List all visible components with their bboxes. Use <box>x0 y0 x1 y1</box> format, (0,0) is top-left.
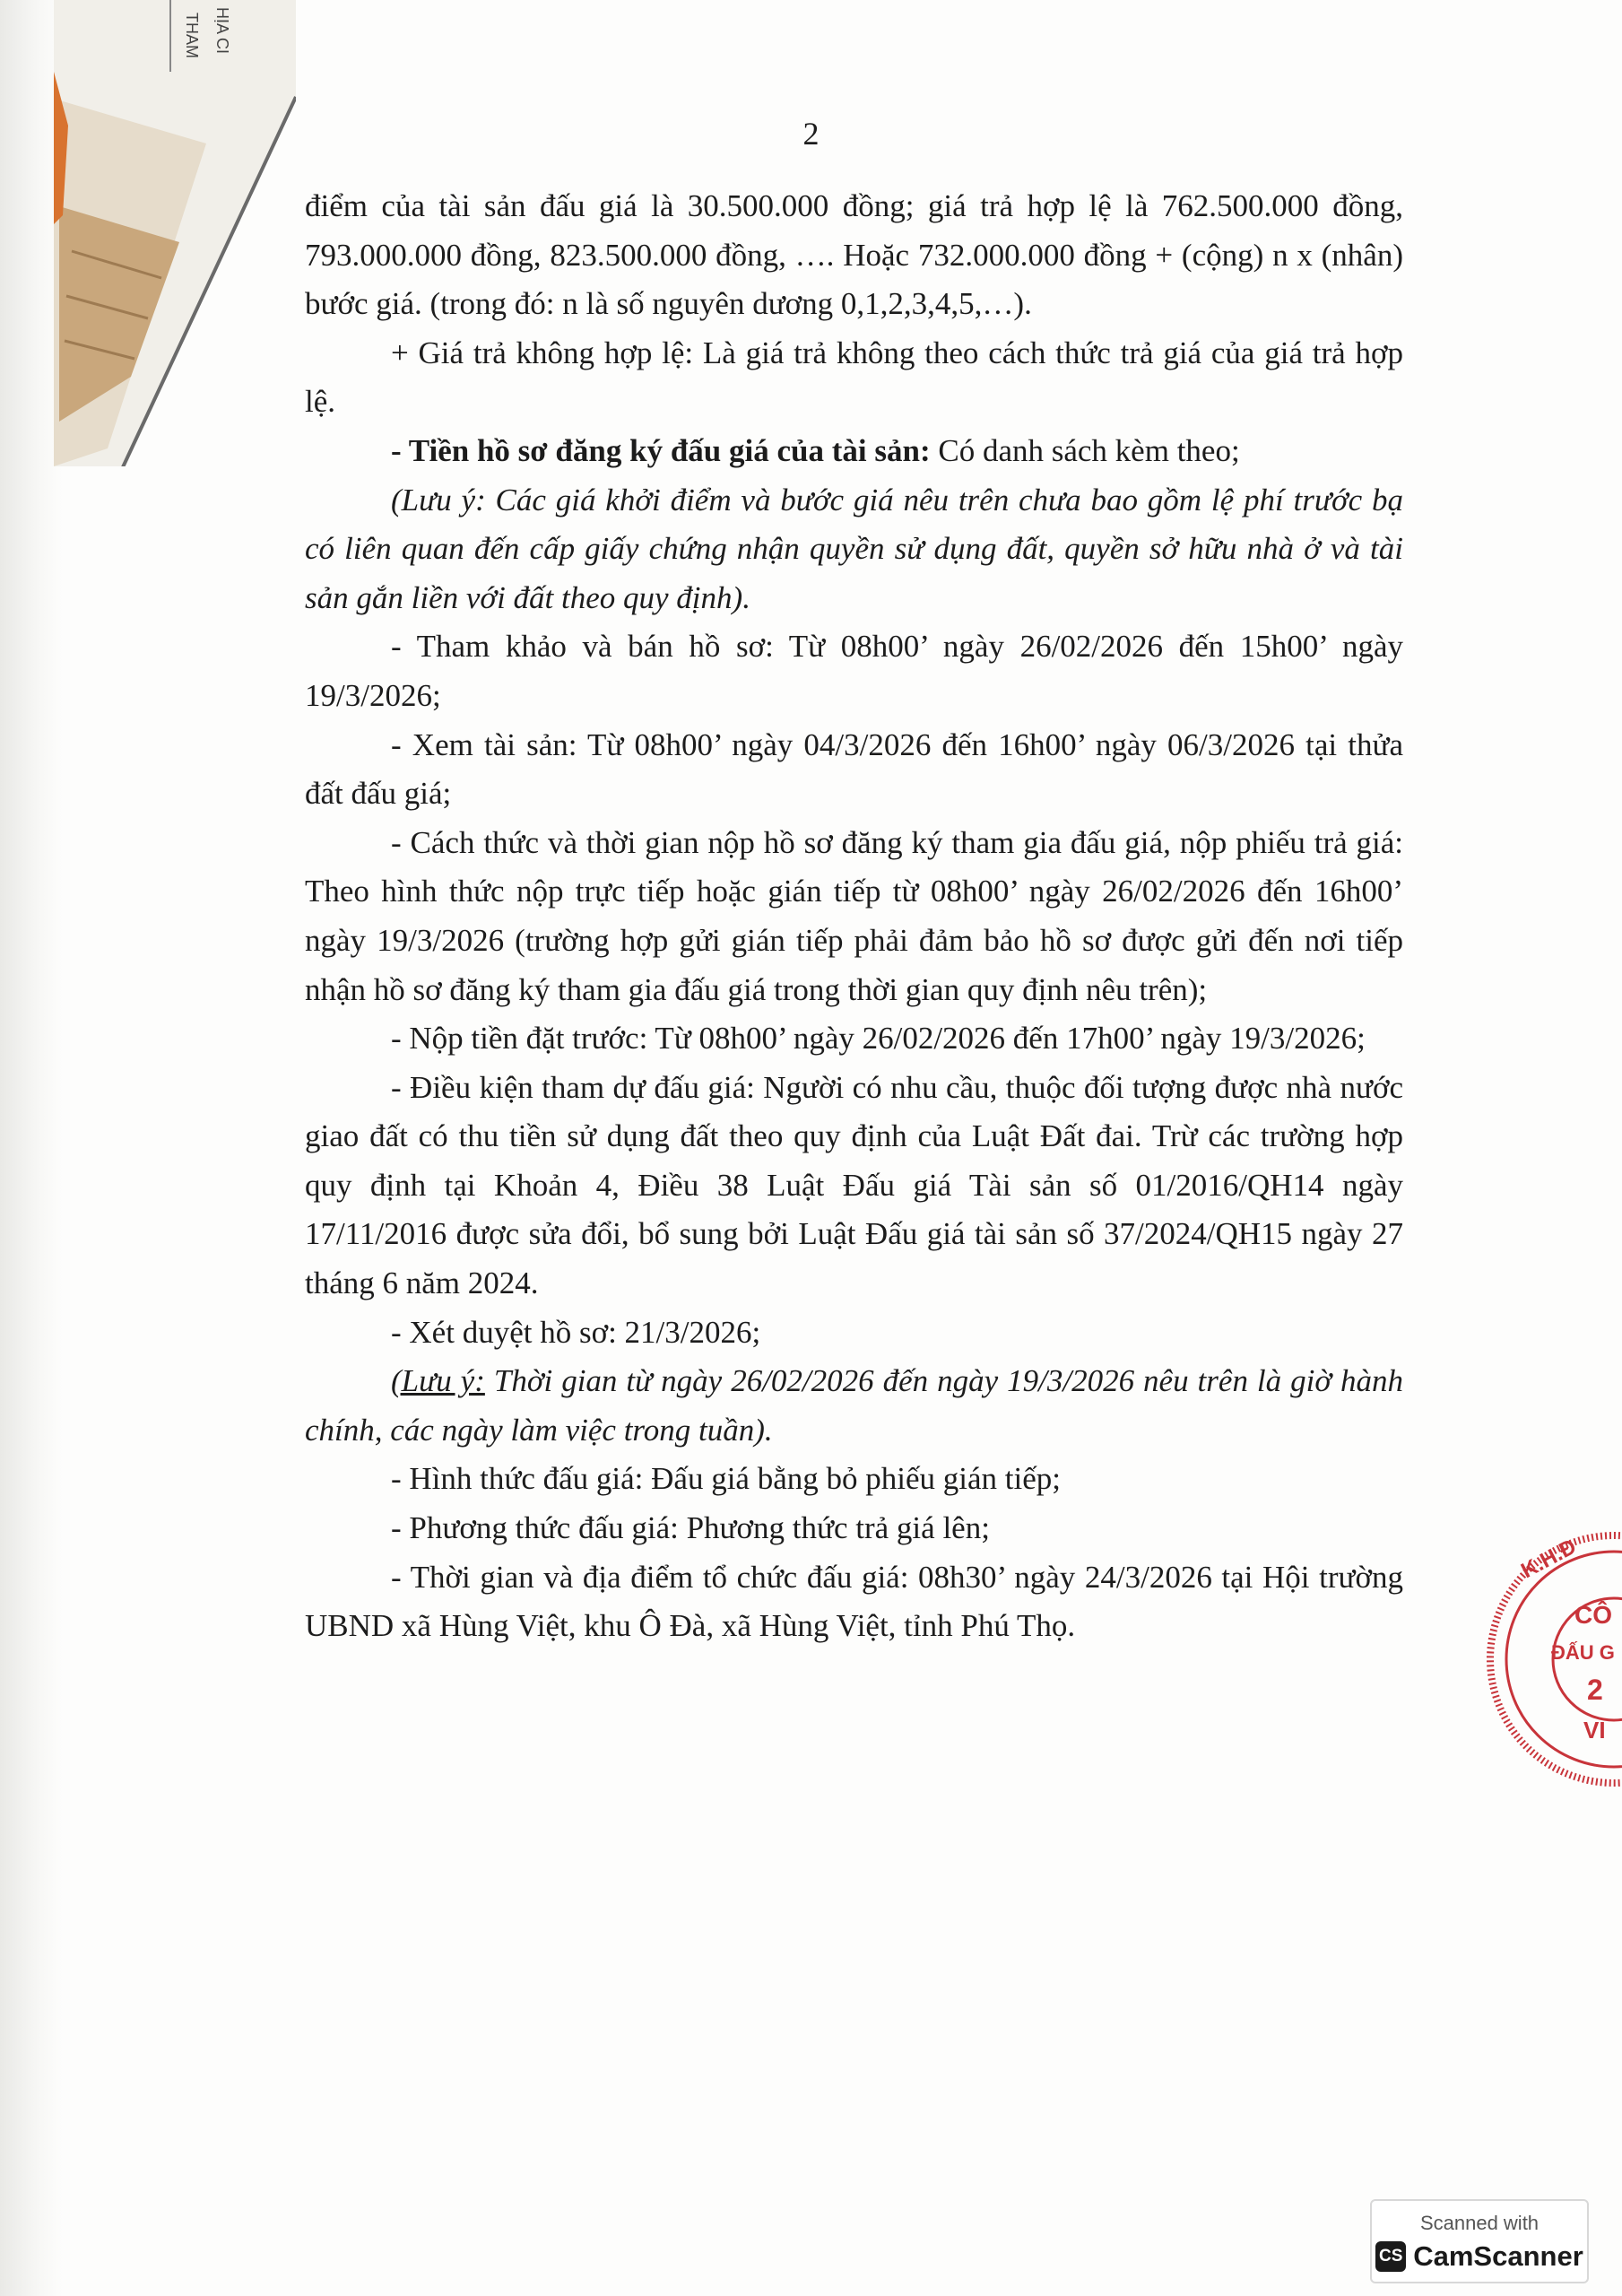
page-number: 2 <box>802 116 820 152</box>
paragraph-registration-fee: - Tiền hồ sơ đăng ký đấu giá của tài sản: Có danh sách kèm theo; <box>391 432 1240 468</box>
paragraph-reference-sale: - Tham khảo và bán hồ sơ: Từ 08h00’ ngày 26/02/2026 đến 15h00’ ngày 19/3/2026; <box>305 629 1403 713</box>
watermark-brand: CamScanner <box>1413 2240 1583 2272</box>
paragraph-conditions: - Điều kiện tham dự đấu giá: Người có nhu cầu, thuộc đối tượng được nhà nước giao đất có thu tiền sử dụng đất theo quy định của Luật Đất đai. Trừ các trường hợp quy định tại Khoản 4, Điều 38 Luật Đấu giá Tài sản số 01/2016/QH14 ngày 17/11/2016 được sửa đổi, bổ sung bởi Luật Đấu giá tài sản số 37/2024/QH15 ngày 27 tháng 6 năm 2024. <box>305 1069 1403 1301</box>
red-seal-stamp <box>1479 1525 1622 1794</box>
stamp-line-3: ĐẤU G <box>1551 1641 1615 1664</box>
stamp-line-5: VI <box>1583 1717 1606 1744</box>
watermark-caption: Scanned with <box>1419 2212 1540 2234</box>
paragraph-time-location: - Thời gian và địa điểm tổ chức đấu giá: 08h30’ ngày 24/3/2026 tại Hội trường UBND xã Hùng Việt, khu Ô Đà, xã Hùng Việt, tỉnh Phú Thọ. <box>305 1559 1403 1644</box>
paragraph-note-time: (Lưu ý: Thời gian từ ngày 26/02/2026 đến ngày 19/3/2026 nêu trên là giờ hành chính, các ngày làm việc trong tuần). <box>305 1363 1403 1448</box>
registration-fee-label: - Tiền hồ sơ đăng ký đấu giá của tài sản: <box>391 432 931 468</box>
note-label: (Lưu ý: <box>391 1363 485 1399</box>
paragraph-auction-form: - Hình thức đấu giá: Đấu giá bằng bỏ phiếu gián tiếp; <box>391 1461 1061 1497</box>
paragraph-invalid-price: + Giá trả không hợp lệ: Là giá trả không theo cách thức trả giá của giá trả hợp lệ. <box>305 335 1403 420</box>
stamp-line-2: CÔ <box>1574 1601 1612 1629</box>
scrap-text-2: HỊA CI <box>213 7 231 55</box>
paragraph-view-asset: - Xem tài sản: Từ 08h00’ ngày 04/3/2026 đến 16h00’ ngày 06/3/2026 tại thửa đất đấu giá; <box>305 726 1403 812</box>
paragraph-submission: - Cách thức và thời gian nộp hồ sơ đăng ký tham gia đấu giá, nộp phiếu trả giá: Theo hình thức nộp trực tiếp hoặc gián tiếp từ 08h00’ ngày 26/02/2026 đến 16h00’ ngày 19/3/2026 (trường hợp gửi gián tiếp phải đảm bảo hồ sơ được gửi đến nơi tiếp nhận hồ sơ đăng ký tham gia đấu giá trong thời gian quy định nêu trên); <box>305 824 1403 1007</box>
paragraph-auction-method: - Phương thức đấu giá: Phương thức trả giá lên; <box>391 1510 990 1546</box>
document-body <box>305 182 1403 1651</box>
camscanner-watermark <box>1370 2199 1589 2283</box>
scrap-text-1: THAM <box>183 13 201 58</box>
paragraph-deposit: - Nộp tiền đặt trước: Từ 08h00’ ngày 26/02/2026 đến 17h00’ ngày 19/3/2026; <box>391 1021 1366 1057</box>
stamp-line-4: 2 <box>1587 1674 1603 1706</box>
stamp-line-1: K.H.Đ <box>1517 1534 1581 1584</box>
paragraph-review: - Xét duyệt hồ sơ: 21/3/2026; <box>391 1314 761 1350</box>
paragraph-valid-price: điểm của tài sản đấu giá là 30.500.000 đồng; giá trả hợp lệ là 762.500.000 đồng, 793.000.000 đồng, 823.500.000 đồng, …. Hoặc 732.000.000 đồng + (cộng) n x (nhân) bước giá. (trong đó: n là số nguyên dương 0,1,2,3,4,5,…). <box>305 188 1403 322</box>
paragraph-note-fee: (Lưu ý: Các giá khởi điểm và bước giá nêu trên chưa bao gồm lệ phí trước bạ có liên quan đến cấp giấy chứng nhận quyền sử dụng đất, quyền sở hữu nhà ở và tài sản gắn liền với đất theo quy định). <box>305 482 1403 615</box>
underlying-document-corner <box>54 0 296 466</box>
camscanner-logo-icon: CS <box>1375 2241 1406 2272</box>
